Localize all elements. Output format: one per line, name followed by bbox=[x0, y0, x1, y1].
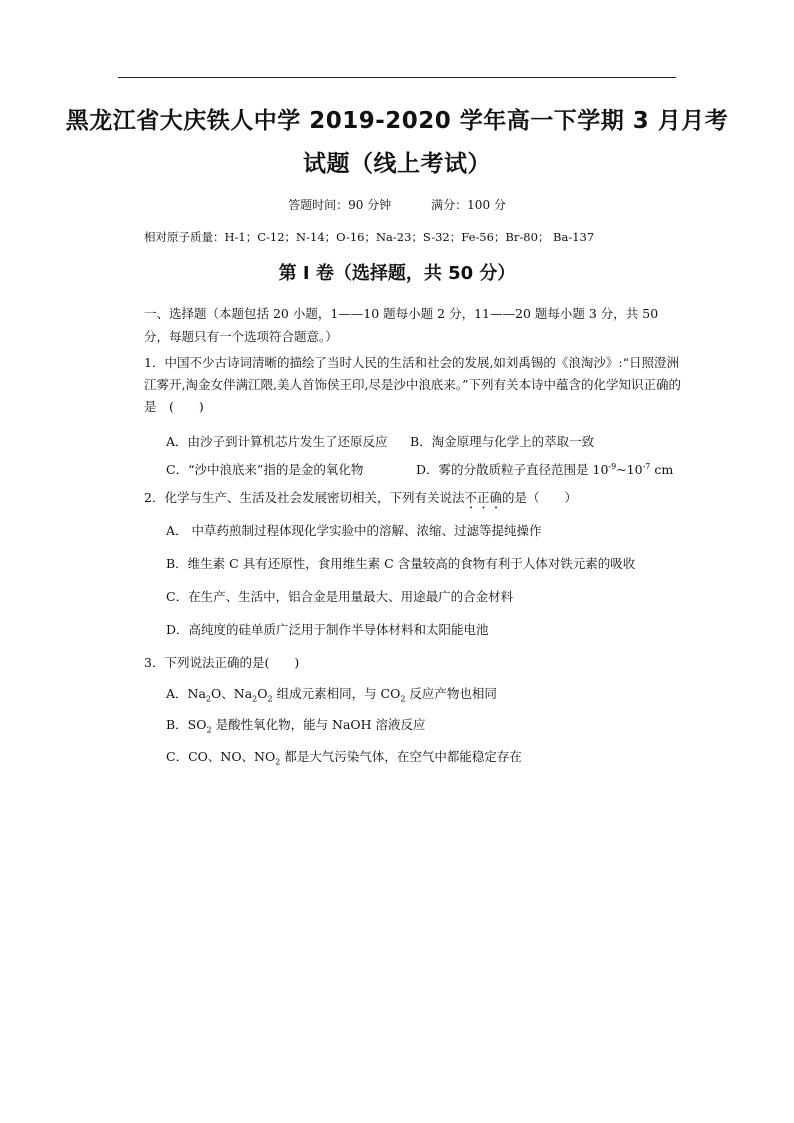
q3b-s1: 2 bbox=[206, 725, 212, 735]
q3b-t1: B．SO bbox=[166, 717, 207, 732]
exam-time: 答题时间：90 分钟 bbox=[288, 198, 392, 212]
header-rule bbox=[118, 77, 676, 78]
question-3-option-a bbox=[166, 684, 497, 704]
question-2-option-c: C．在生产、生活中，铝合金是用量最大、用途最广的合金材料 bbox=[166, 589, 514, 604]
question-1-option-a: A．由沙子到计算机芯片发生了还原反应 bbox=[166, 434, 388, 449]
q3c-t2: 都是大气污染气体，在空气中都能稳定存在 bbox=[280, 749, 522, 764]
section-instructions: 一、选择题（本题包括 20 小题，1——10 题每小题 2 分，11——20 题每小题 3 分，共 50 分，每题只有一个选项符合题意。） bbox=[144, 306, 659, 344]
q2-stem-emphasis: 不正确 bbox=[464, 490, 502, 505]
question-3-option-b bbox=[166, 715, 426, 735]
exam-score: 满分：100 分 bbox=[431, 198, 506, 212]
q2-stem-pre: 2．化学与生产、生活及社会发展密切相关，下列有关说法 bbox=[144, 490, 465, 505]
exam-title-line2: 试题（线上考试） bbox=[303, 151, 491, 177]
q3a-s4: 2 bbox=[400, 694, 406, 704]
q3a-s3: 2 bbox=[267, 694, 273, 704]
q1d-sup-1: -9 bbox=[608, 461, 617, 471]
question-1-stem: 1．中国不少古诗词清晰的描绘了当时人民的生活和社会的发展,如刘禹锡的《浪淘沙》:“日照澄洲江雾开,淘金女伴满江隈,美人首饰侯王印,尽是沙中浪底来。”下列有关本诗中蕴含的化学知识正确的是 ( ) bbox=[144, 355, 682, 414]
q3a-t2: O、Na bbox=[211, 686, 253, 701]
question-2-option-d: D．高纯度的硅单质广泛用于制作半导体材料和太阳能电池 bbox=[166, 622, 489, 637]
q3a-t4: 组成元素相同，与 CO bbox=[272, 686, 401, 701]
question-3-stem: 3．下列说法正确的是( ) bbox=[144, 655, 300, 670]
q3b-t2: 是酸性氧化物，能与 NaOH 溶液反应 bbox=[211, 717, 426, 732]
question-3-option-c bbox=[166, 747, 522, 767]
section-title: 第 I 卷（选择题，共 50 分） bbox=[278, 263, 516, 284]
q1d-text-2: ~10 bbox=[616, 462, 643, 477]
q3a-s1: 2 bbox=[205, 694, 212, 704]
question-1-option-d bbox=[416, 460, 673, 478]
q3a-s2: 2 bbox=[252, 694, 258, 704]
exam-meta bbox=[0, 196, 794, 213]
q1d-text-1: D．雾的分散质粒子直径范围是 10 bbox=[416, 462, 609, 477]
q3c-t1: C．CO、NO、NO bbox=[166, 749, 276, 764]
question-1-option-b: B．淘金原理与化学上的萃取一致 bbox=[410, 434, 595, 449]
question-2-option-b: B．维生素 C 具有还原性，食用维生素 C 含量较高的食物有利于人体对铁元素的吸收 bbox=[166, 556, 636, 571]
question-1-option-c: C．“沙中浪底来”指的是金的氧化物 bbox=[166, 462, 364, 477]
atomic-masses: 相对原子质量：H-1；C-12；N-14；O-16；Na-23；S-32；Fe-56；Br-80； Ba-137 bbox=[144, 230, 595, 244]
q1d-sup-2: -7 bbox=[642, 461, 651, 471]
q1d-text-3: cm bbox=[650, 462, 674, 477]
exam-title-line1: 黑龙江省大庆铁人中学 2019-2020 学年高一下学期 3 月月考 bbox=[65, 108, 729, 134]
q3c-s1: 2 bbox=[275, 757, 281, 767]
q3a-t1: A．Na bbox=[166, 686, 206, 701]
q2-stem-post: 的是（ ） bbox=[501, 490, 577, 505]
q3a-t3: O bbox=[257, 686, 268, 701]
question-2-stem bbox=[144, 488, 577, 512]
q3a-t5: 反应产物也相同 bbox=[405, 686, 497, 701]
question-2-option-a: A． 中草药煎制过程体现化学实验中的溶解、浓缩、过滤等提纯操作 bbox=[166, 523, 542, 538]
